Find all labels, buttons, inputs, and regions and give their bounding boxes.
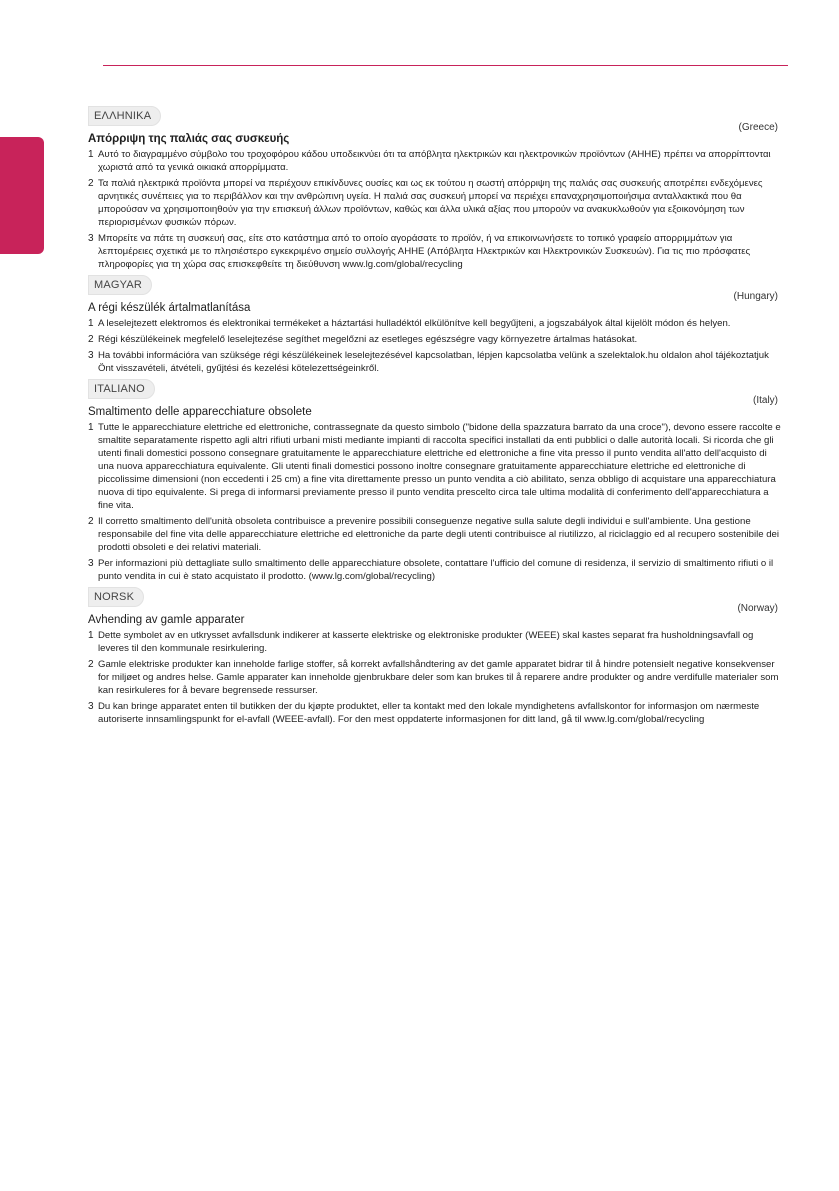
list-item [88, 700, 784, 726]
item-number: 1 [88, 149, 94, 160]
item-number: 2 [88, 334, 94, 345]
item-number: 3 [88, 558, 94, 569]
document-content [88, 106, 784, 730]
item-number: 3 [88, 350, 94, 361]
item-text: Du kan bringe apparatet enten til butikken der du kjøpte produktet, eller ta kontakt med den lokale myndighetens avfallskontor for informasjon om nærmeste autoriserte innsamlingspunkt for el-avfall (WEEE-avfall). For den mest oppdaterte informasjonen for ditt land, gå til www.lg.com/global/recycling [98, 701, 760, 725]
language-badge: MAGYAR [88, 275, 152, 295]
list-item [88, 515, 784, 554]
item-text: Régi készülékeinek megfelelő leselejtezése segíthet megelőzni az esetleges egészségre vagy környezetre ártalmas hatásokat. [98, 334, 638, 345]
list-item [88, 557, 784, 583]
item-text: A leselejtezett elektromos és elektronikai termékeket a háztartási hulladéktól elkülönítve kell begyűjteni, a jogszabályok által kijelölt módon és helyen. [98, 318, 731, 329]
item-number: 1 [88, 422, 94, 433]
section-title: A régi készülék ártalmatlanítása [88, 302, 251, 314]
country-label: (Norway) [737, 603, 778, 614]
section-greek [88, 106, 784, 271]
item-text: Dette symbolet av en utkrysset avfallsdunk indikerer at kasserte elektriske og elektroniske produkter (WEEE) skal kastes separat fra husholdningsavfall og leveres til den kommunale resirkulering. [98, 630, 754, 654]
item-number: 3 [88, 233, 94, 244]
list-item [88, 629, 784, 655]
item-list [88, 629, 784, 726]
item-number: 3 [88, 701, 94, 712]
language-badge: ΕΛΛΗΝΙΚΑ [88, 106, 161, 126]
item-text: Il corretto smaltimento dell'unità obsoleta contribuisce a prevenire possibili conseguenze negative sulla salute degli individui e sull'ambiente. Una gestione responsabile del fine vita delle apparecchiature elettriche ed elettroniche da parte degli utenti contribuisce al riutilizzo, al riciclaggio ed al recupero sostenibile dei prodotti obsoleti e dei relativi materiali. [98, 516, 780, 553]
item-text: Tutte le apparecchiature elettriche ed elettroniche, contrassegnate da questo simbolo ("bidone della spazzatura barrato da una croce"), devono essere raccolte e smaltite separatamente rispetto agli altri rifiuti urbani misti mediante impianti di raccolta specifici installati da enti pubblici o dalle autorità locali. Si ricorda che gli utenti finali domestici possono consegnare gratuitamente le apparecchiature elettriche ed elettroniche a fine vita presso il punto vendita all'atto dell'acquisto di una nuova apparecchiatura equivalente. Gli utenti finali domestici possono inoltre consegnare gratuitamente apparecchiature elettriche ed elettroniche di piccolissime dimensioni (non eccedenti i 25 cm) a fine vita direttamente presso un punto vendita a ciò abilitato, senza obbligo di acquistare una apparecchiatura nuova di tipo equivalente. Si prega di informarsi previamente presso il punto vendita prescelto circa tale ultima modalità di conferimento dell'apparecchiatura a fine vita. [98, 422, 781, 511]
list-item [88, 317, 784, 330]
item-text: Τα παλιά ηλεκτρικά προϊόντα μπορεί να περιέχουν επικίνδυνες ουσίες και ως εκ τούτου η σωστή απόρριψη της παλιάς σας συσκευής αποτρέπει ενδεχόμενες αρνητικές συνέπειες για το περιβάλλον και την ανθρώπινη υγεία. Η παλιά σας συσκευή μπορεί να περιέχει επαναχρησιμοποιήσιμα ανταλλακτικά που θα μπορούσαν να χρησιμοποιηθούν για την επισκευή άλλων προϊόντων, καθώς και άλλα υλικά αξίας που μπορούν να ανακυκλωθούν για εξοικονόμηση των περιορισμένων φυσικών πόρων. [98, 178, 763, 228]
header-rule [103, 65, 788, 66]
section-title: Απόρριψη της παλιάς σας συσκευής [88, 133, 290, 145]
item-text: Αυτό το διαγραμμένο σύμβολο του τροχοφόρου κάδου υποδεικνύει ότι τα απόβλητα ηλεκτρικών και ηλεκτρονικών προϊόντων (ΑΗΗΕ) πρέπει να απορρίπτονται χωριστά από τα γενικά οικιακά απορρίμματα. [98, 149, 771, 173]
item-list [88, 148, 784, 271]
item-text: Ha további információra van szüksége régi készülékeinek leselejtezésével kapcsolatban, lépjen kapcsolatba velünk a szelektalok.hu oldalon ahol tájékoztatjuk Önt visszavételi, átvételi, gyűjtési és kezelési kötelezettségeinkről. [98, 350, 769, 374]
item-number: 2 [88, 516, 94, 527]
item-text: Μπορείτε να πάτε τη συσκευή σας, είτε στο κατάστημα από το οποίο αγοράσατε το προϊόν, ή να επικοινωνήσετε το τοπικό γραφείο απορριμμάτων για λεπτομέρειες σχετικά με το πλησιέστερο εγκεκριμένο σημείο συλλογής ΑΗΗΕ (Απόβλητα Ηλεκτρικών και Ηλεκτρονικών Συσκευών). Για τις πιο πρόσφατες πληροφορίες για τη χώρα σας επισκεφθείτε τη διεύθυνση www.lg.com/global/recycling [98, 233, 751, 270]
list-item [88, 232, 784, 271]
section-norwegian [88, 587, 784, 726]
country-label: (Hungary) [733, 291, 778, 302]
section-title: Avhending av gamle apparater [88, 614, 245, 626]
item-number: 2 [88, 659, 94, 670]
section-hungarian [88, 275, 784, 375]
list-item [88, 421, 784, 512]
item-list [88, 317, 784, 375]
item-number: 2 [88, 178, 94, 189]
list-item [88, 177, 784, 229]
side-tab-marker [0, 137, 44, 254]
country-label: (Italy) [753, 395, 778, 406]
list-item [88, 333, 784, 346]
item-number: 1 [88, 630, 94, 641]
list-item [88, 148, 784, 174]
language-badge: NORSK [88, 587, 144, 607]
section-italian [88, 379, 784, 583]
list-item [88, 658, 784, 697]
section-title: Smaltimento delle apparecchiature obsolete [88, 406, 312, 418]
country-label: (Greece) [738, 122, 778, 133]
item-text: Per informazioni più dettagliate sullo smaltimento delle apparecchiature obsolete, contattare l'ufficio del comune di residenza, il servizio di smaltimento rifiuti o il punto vendita in cui è stato acquistato il prodotto. (www.lg.com/global/recycling) [98, 558, 774, 582]
item-list [88, 421, 784, 583]
item-number: 1 [88, 318, 94, 329]
list-item [88, 349, 784, 375]
language-badge: ITALIANO [88, 379, 155, 399]
item-text: Gamle elektriske produkter kan inneholde farlige stoffer, så korrekt avfallshåndtering av det gamle apparatet bidrar til å hindre potensielt negative konsekvenser for miljøet og andres helse. Gamle apparater kan inneholde gjenbrukbare deler som kan brukes til å reparere andre produkter og andre verdifulle materialer som kan resirkuleres for å bevare begrensede ressurser. [98, 659, 779, 696]
